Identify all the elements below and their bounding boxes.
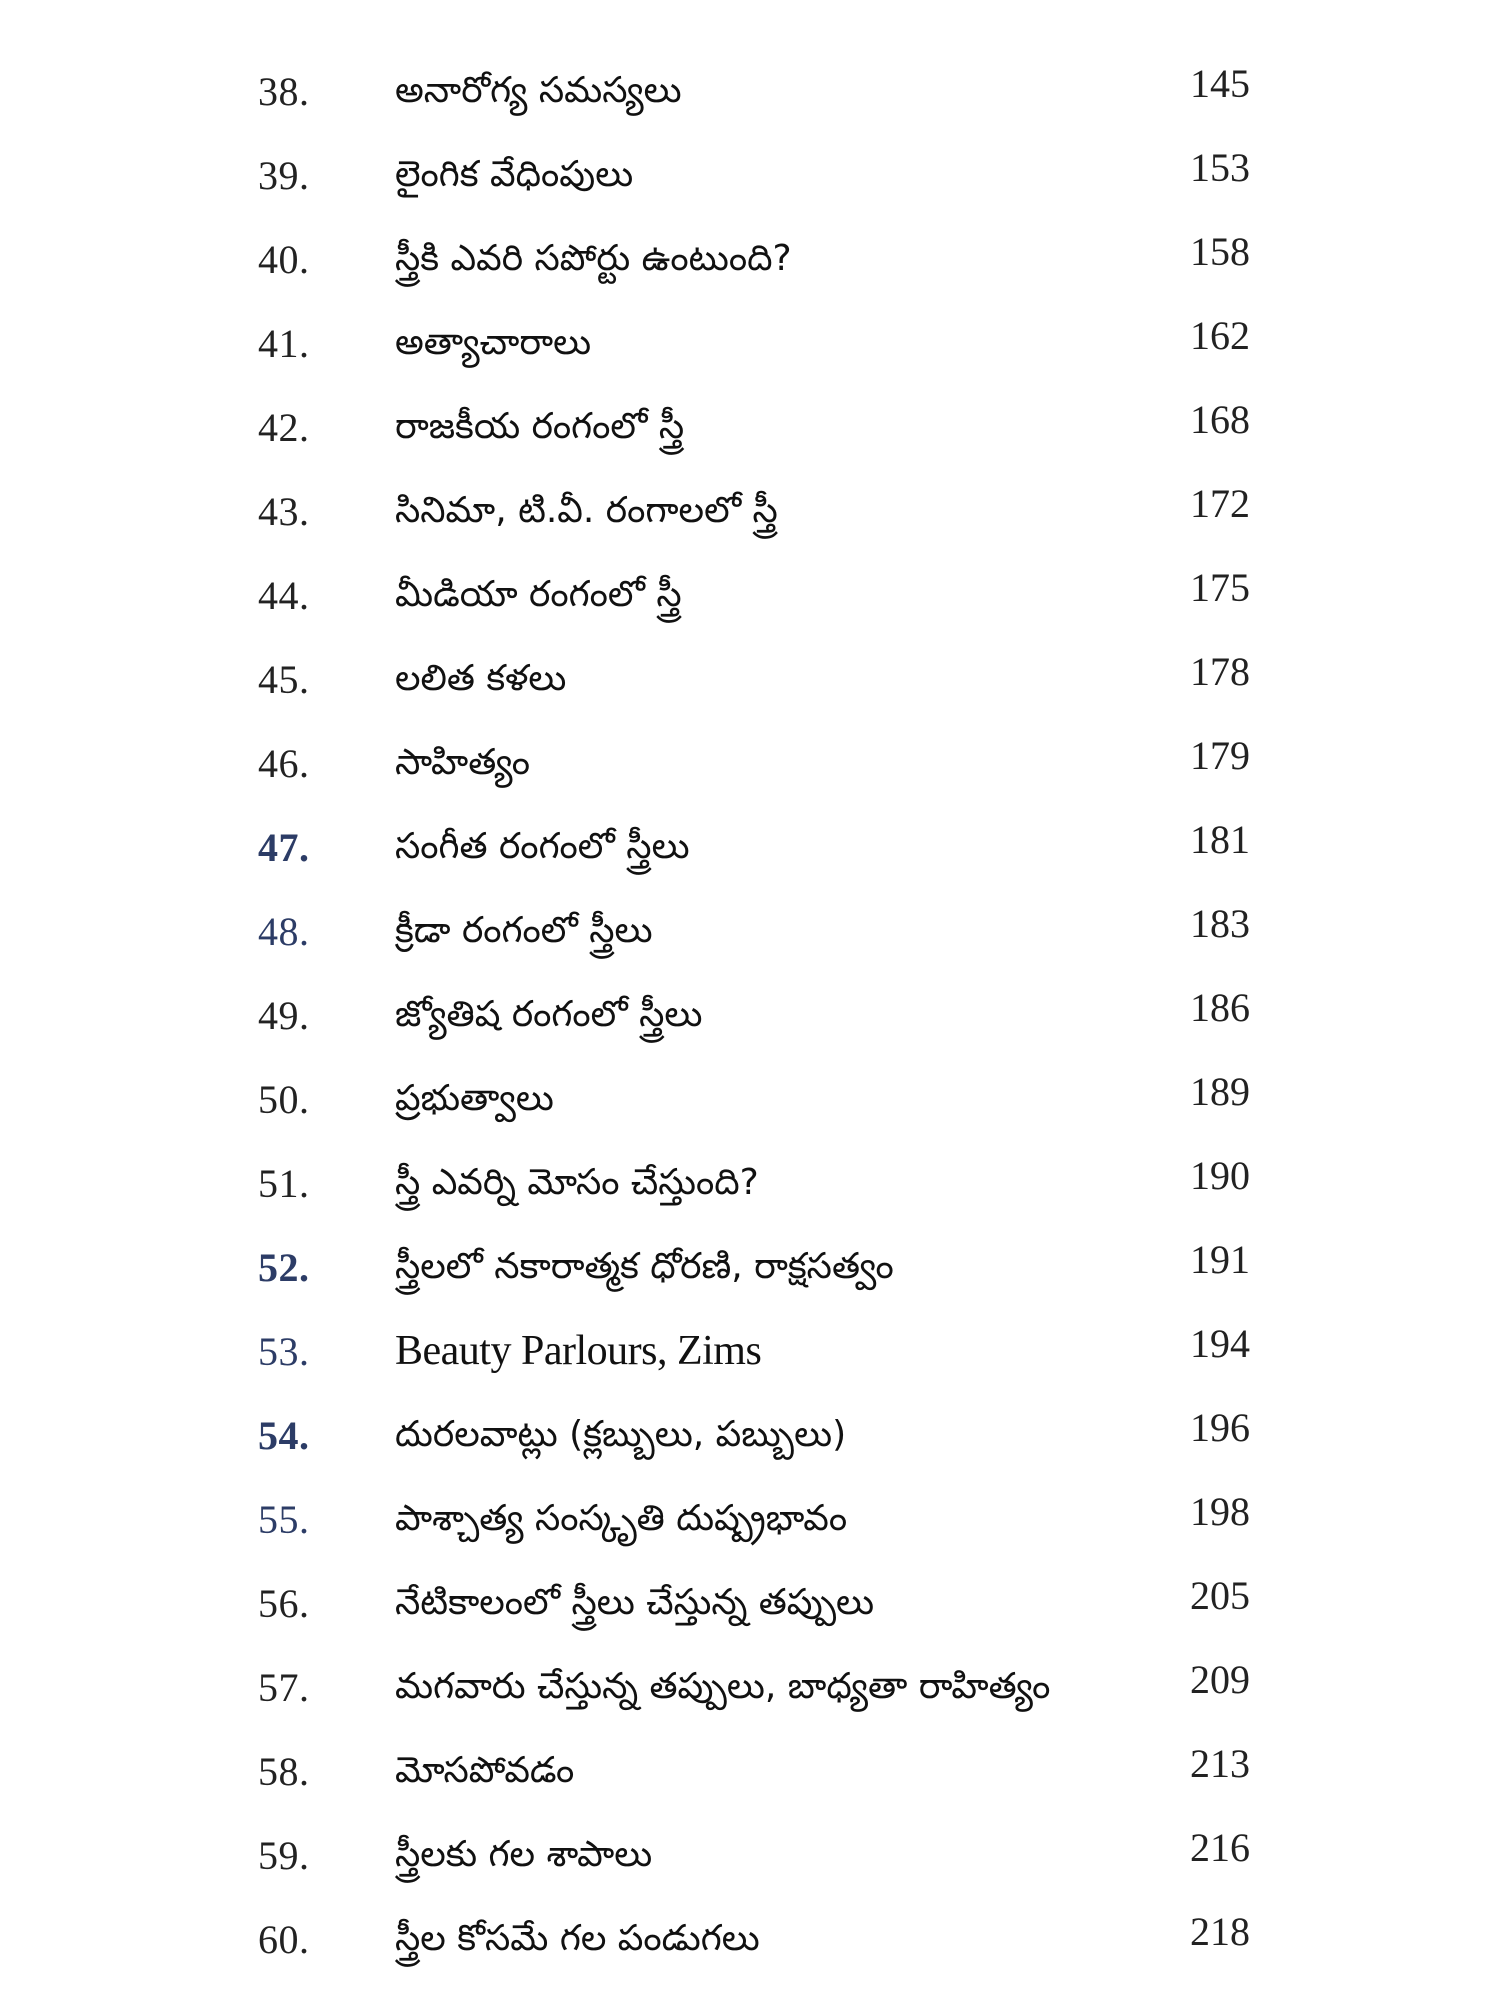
entry-number: 54.	[258, 1413, 310, 1458]
entry-number: 60.	[258, 1917, 310, 1962]
entry-number: 55.	[258, 1497, 310, 1542]
toc-entry-51	[0, 1142, 1500, 1226]
entry-title: సంగీత రంగంలో స్త్రీలు	[395, 826, 690, 867]
entry-number: 58.	[258, 1749, 310, 1794]
entry-number: 42.	[258, 405, 310, 450]
toc-entry-48	[0, 890, 1500, 974]
entry-title: మగవారు చేస్తున్న తప్పులు, బాధ్యతా రాహిత్యం	[395, 1666, 1051, 1707]
entry-page-number: 183	[1190, 901, 1250, 946]
toc-entry-46	[0, 722, 1500, 806]
entry-title: జ్యోతిష రంగంలో స్త్రీలు	[395, 994, 703, 1035]
entry-title: రాజకీయ రంగంలో స్త్రీ	[395, 406, 685, 447]
entry-page-number: 213	[1190, 1741, 1250, 1786]
entry-page-number: 172	[1190, 481, 1250, 526]
entry-number: 50.	[258, 1077, 310, 1122]
toc-entry-42	[0, 386, 1500, 470]
entry-page-number: 145	[1190, 61, 1250, 106]
entry-page-number: 209	[1190, 1657, 1250, 1702]
toc-entry-38	[0, 50, 1500, 134]
entry-page-number: 216	[1190, 1825, 1250, 1870]
toc-entry-58	[0, 1730, 1500, 1814]
entry-page-number: 153	[1190, 145, 1250, 190]
toc-entry-44	[0, 554, 1500, 638]
toc-entry-43	[0, 470, 1500, 554]
toc-entry-60	[0, 1898, 1500, 1982]
entry-title: అత్యాచారాలు	[395, 322, 592, 363]
entry-title: సాహిత్యం	[395, 742, 530, 783]
entry-number: 51.	[258, 1161, 310, 1206]
entry-title: స్త్రీల కోసమే గల పండుగలు	[395, 1918, 760, 1959]
entry-page-number: 168	[1190, 397, 1250, 442]
entry-title: Beauty Parlours, Zims	[395, 1328, 762, 1374]
entry-page-number: 196	[1190, 1405, 1250, 1450]
toc-entry-47	[0, 806, 1500, 890]
entry-page-number: 178	[1190, 649, 1250, 694]
toc-entry-45	[0, 638, 1500, 722]
entry-title: క్రీడా రంగంలో స్త్రీలు	[395, 910, 653, 951]
entry-title: నేటికాలంలో స్త్రీలు చేస్తున్న తప్పులు	[395, 1582, 875, 1623]
toc-entry-55	[0, 1478, 1500, 1562]
toc-entry-54	[0, 1394, 1500, 1478]
entry-number: 39.	[258, 153, 310, 198]
entry-page-number: 218	[1190, 1909, 1250, 1954]
entry-number: 49.	[258, 993, 310, 1038]
entry-number: 43.	[258, 489, 310, 534]
entry-number: 44.	[258, 573, 310, 618]
toc-entry-59	[0, 1814, 1500, 1898]
entry-title: దురలవాట్లు (క్లబ్బులు, పబ్బులు)	[395, 1414, 847, 1455]
entry-page-number: 191	[1190, 1237, 1250, 1282]
entry-page-number: 175	[1190, 565, 1250, 610]
entry-number: 46.	[258, 741, 310, 786]
toc-entry-39	[0, 134, 1500, 218]
entry-title: స్త్రీలకు గల శాపాలు	[395, 1834, 653, 1875]
entry-number: 41.	[258, 321, 310, 366]
entry-number: 59.	[258, 1833, 310, 1878]
entry-page-number: 179	[1190, 733, 1250, 778]
entry-title: లలిత కళలు	[395, 658, 567, 699]
entry-number: 56.	[258, 1581, 310, 1626]
entry-page-number: 205	[1190, 1573, 1250, 1618]
entry-title: మోసపోవడం	[395, 1750, 575, 1791]
entry-page-number: 162	[1190, 313, 1250, 358]
entry-number: 38.	[258, 69, 310, 114]
entry-title: పాశ్చాత్య సంస్కృతి దుష్ప్రభావం	[395, 1498, 848, 1539]
entry-page-number: 189	[1190, 1069, 1250, 1114]
entry-number: 57.	[258, 1665, 310, 1710]
entry-title: స్త్రీ ఎవర్ని మోసం చేస్తుంది?	[395, 1162, 759, 1203]
entry-title: ప్రభుత్వాలు	[395, 1078, 554, 1119]
entry-number: 45.	[258, 657, 310, 702]
toc-entry-53	[0, 1310, 1500, 1394]
entry-page-number: 198	[1190, 1489, 1250, 1534]
entry-number: 47.	[258, 825, 310, 870]
toc-entry-40	[0, 218, 1500, 302]
entry-page-number: 186	[1190, 985, 1250, 1030]
entry-title: లైంగిక వేధింపులు	[395, 154, 634, 195]
entry-title: అనారోగ్య సమస్యలు	[395, 70, 682, 111]
entry-page-number: 194	[1190, 1321, 1250, 1366]
toc-entry-41	[0, 302, 1500, 386]
toc-entry-57	[0, 1646, 1500, 1730]
entry-title: సినిమా, టి.వీ. రంగాలలో స్త్రీ	[395, 490, 778, 531]
toc-entry-52	[0, 1226, 1500, 1310]
entry-number: 52.	[258, 1245, 310, 1290]
entry-page-number: 181	[1190, 817, 1250, 862]
entry-number: 48.	[258, 909, 310, 954]
entry-title: మీడియా రంగంలో స్త్రీ	[395, 574, 682, 615]
entry-title: స్త్రీకి ఎవరి సపోర్టు ఉంటుంది?	[395, 238, 792, 279]
table-of-contents	[0, 50, 1500, 1982]
entry-title: స్త్రీలలో నకారాత్మక ధోరణి, రాక్షసత్వం	[395, 1246, 894, 1287]
entry-page-number: 190	[1190, 1153, 1250, 1198]
toc-entry-49	[0, 974, 1500, 1058]
entry-number: 53.	[258, 1329, 310, 1374]
entry-page-number: 158	[1190, 229, 1250, 274]
toc-entry-50	[0, 1058, 1500, 1142]
toc-entry-56	[0, 1562, 1500, 1646]
entry-number: 40.	[258, 237, 310, 282]
